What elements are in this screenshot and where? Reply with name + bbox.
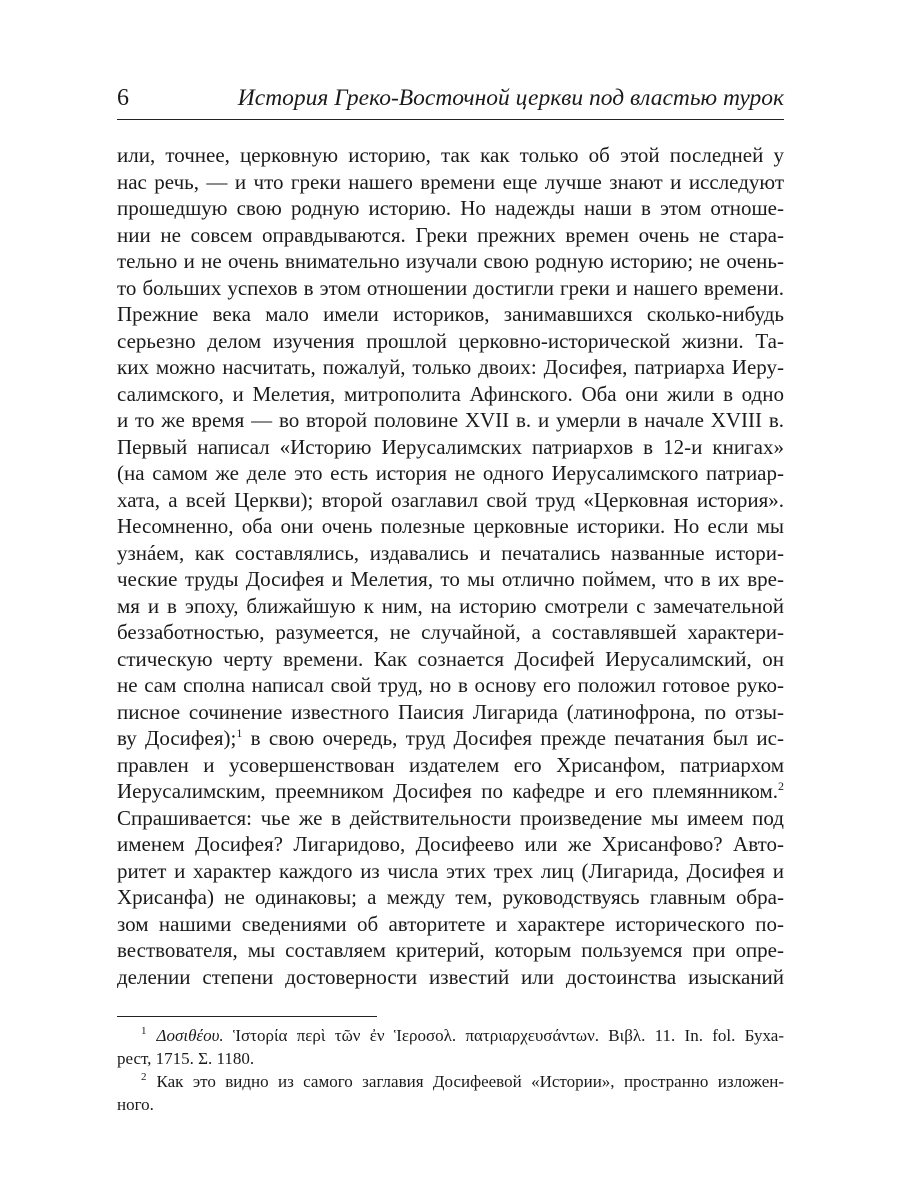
body-line: хата, а всей Церкви); второй озаглавил свой труд «Церковная история».: [117, 487, 784, 512]
body-line: Несомненно, оба они очень полезные церковные историки. Но если мы: [117, 514, 784, 538]
footnote-2-continued: ного.: [117, 1095, 154, 1114]
footnote-mark-2: 2: [141, 1071, 147, 1084]
body-line: делении степени достоверности известий или достоинства изысканий: [117, 964, 784, 989]
body-line: беззаботностью, разумеется, не случайной, а составлявшей характери-: [117, 620, 784, 644]
body-line: Прежние века мало имели историков, занимавшихся сколько-нибудь: [117, 302, 784, 326]
footnotes: [117, 1024, 784, 1116]
footnote-1-continued: рест, 1715. Σ. 1180.: [117, 1049, 255, 1068]
body-line: ритет и характер каждого из числа этих трех лиц (Лигарида, Досифея и: [117, 858, 784, 883]
body-line: вествователя, мы составляем критерий, которым пользуемся при опре-: [117, 938, 784, 962]
body-line: и то же время — во второй половине XVII в. и умерли в начале XVIII в.: [117, 408, 784, 432]
body-line: серьезно делом изучения прошлой церковно-исторической жизни. Та-: [117, 328, 784, 353]
page-header: [117, 84, 784, 118]
body-line: писное сочинение известного Паисия Лигарида (латинофрона, по отзы-: [117, 699, 784, 724]
body-fragment: в свою очередь, труд Досифея прежде печатания был ис-: [242, 726, 784, 750]
body-line: правлен и усовершенствован издателем его Хрисанфом, патриархом: [117, 752, 784, 777]
body-line: узнáем, как составлялись, издавались и печатались названные истори-: [117, 540, 784, 565]
body-line: стическую черту времени. Как сознается Досифей Иерусалимский, он: [117, 646, 784, 671]
body-line-with-note-1: [117, 725, 784, 752]
footnote-ref-2[interactable]: 2: [778, 779, 784, 793]
body-line: нас речь, — и что греки нашего времени еще лучше знают и исследуют: [117, 169, 784, 194]
body-line: тельно и не очень внимательно изучали свою родную историю; не очень-: [117, 249, 784, 273]
footnote-mark-1: 1: [141, 1025, 147, 1038]
body-line: не сам сполна написал свой труд, но в основу его положил готовое руко-: [117, 673, 784, 697]
body-line: зом нашими сведениями об авторитете и характере исторического по-: [117, 911, 784, 936]
footnote-rule: [117, 1016, 377, 1017]
body-line: ких можно насчитать, пожалуй, только двоих: Досифея, патриарха Иеру-: [117, 355, 784, 379]
body-line: салимского, и Мелетия, митрополита Афинского. Оба они жили в одно: [117, 381, 784, 406]
body-line-with-note-2: [117, 778, 784, 805]
body-line: именем Досифея? Лигаридово, Досифеево или же Хрисанфово? Авто-: [117, 832, 784, 856]
body-line: (на самом же деле это есть история не одного Иерусалимского патриар-: [117, 461, 784, 485]
body-fragment: ву Досифея);: [117, 726, 237, 750]
body-line: ческие труды Досифея и Мелетия, то мы отлично поймем, что в их вре-: [117, 567, 784, 591]
body-fragment: Иерусалимским, преемником Досифея по кафедре и его племянником.: [117, 779, 778, 803]
body-text: [117, 142, 784, 990]
footnote-ref-1[interactable]: 1: [236, 726, 243, 740]
body-line: или, точнее, церковную историю, так как только об этой последней у: [117, 143, 784, 167]
header-rule: [117, 119, 784, 120]
footnote-text: Ἱστορία περὶ τῶν ἐν Ἱεροσολ. πατριαρχευσάντων. Βιβλ. 11. In. fol. Буха-: [223, 1026, 784, 1045]
body-line: Хрисанфа) не одинаковы; а между тем, руководствуясь главным обра-: [117, 885, 784, 909]
body-line: нии не совсем оправдываются. Греки прежних времен очень не стара-: [117, 222, 784, 247]
body-line: Первый написал «Историю Иерусалимских патриархов в 12-и книгах»: [117, 434, 784, 459]
body-line: мя и в эпоху, ближайшую к ним, на историю смотрели с замечательной: [117, 593, 784, 618]
footnote-2: [117, 1070, 784, 1093]
footnote-text: Как это видно из самого заглавия Досифеевой «Истории», пространно изложен-: [156, 1072, 784, 1091]
running-title: История Греко-Восточной церкви под властью турок: [237, 85, 784, 111]
body-line: то больших успехов в этом отношении достигли греки и нашего времени.: [117, 275, 784, 300]
footnote-1: [117, 1024, 784, 1047]
body-line: Спрашивается: чье же в действительности произведение мы имеем под: [117, 805, 784, 830]
footnote-author: Δοσιθέου.: [156, 1026, 224, 1045]
body-line: прошедшую свою родную историю. Но надежды наши в этом отноше-: [117, 196, 784, 220]
page-number: 6: [117, 85, 129, 111]
